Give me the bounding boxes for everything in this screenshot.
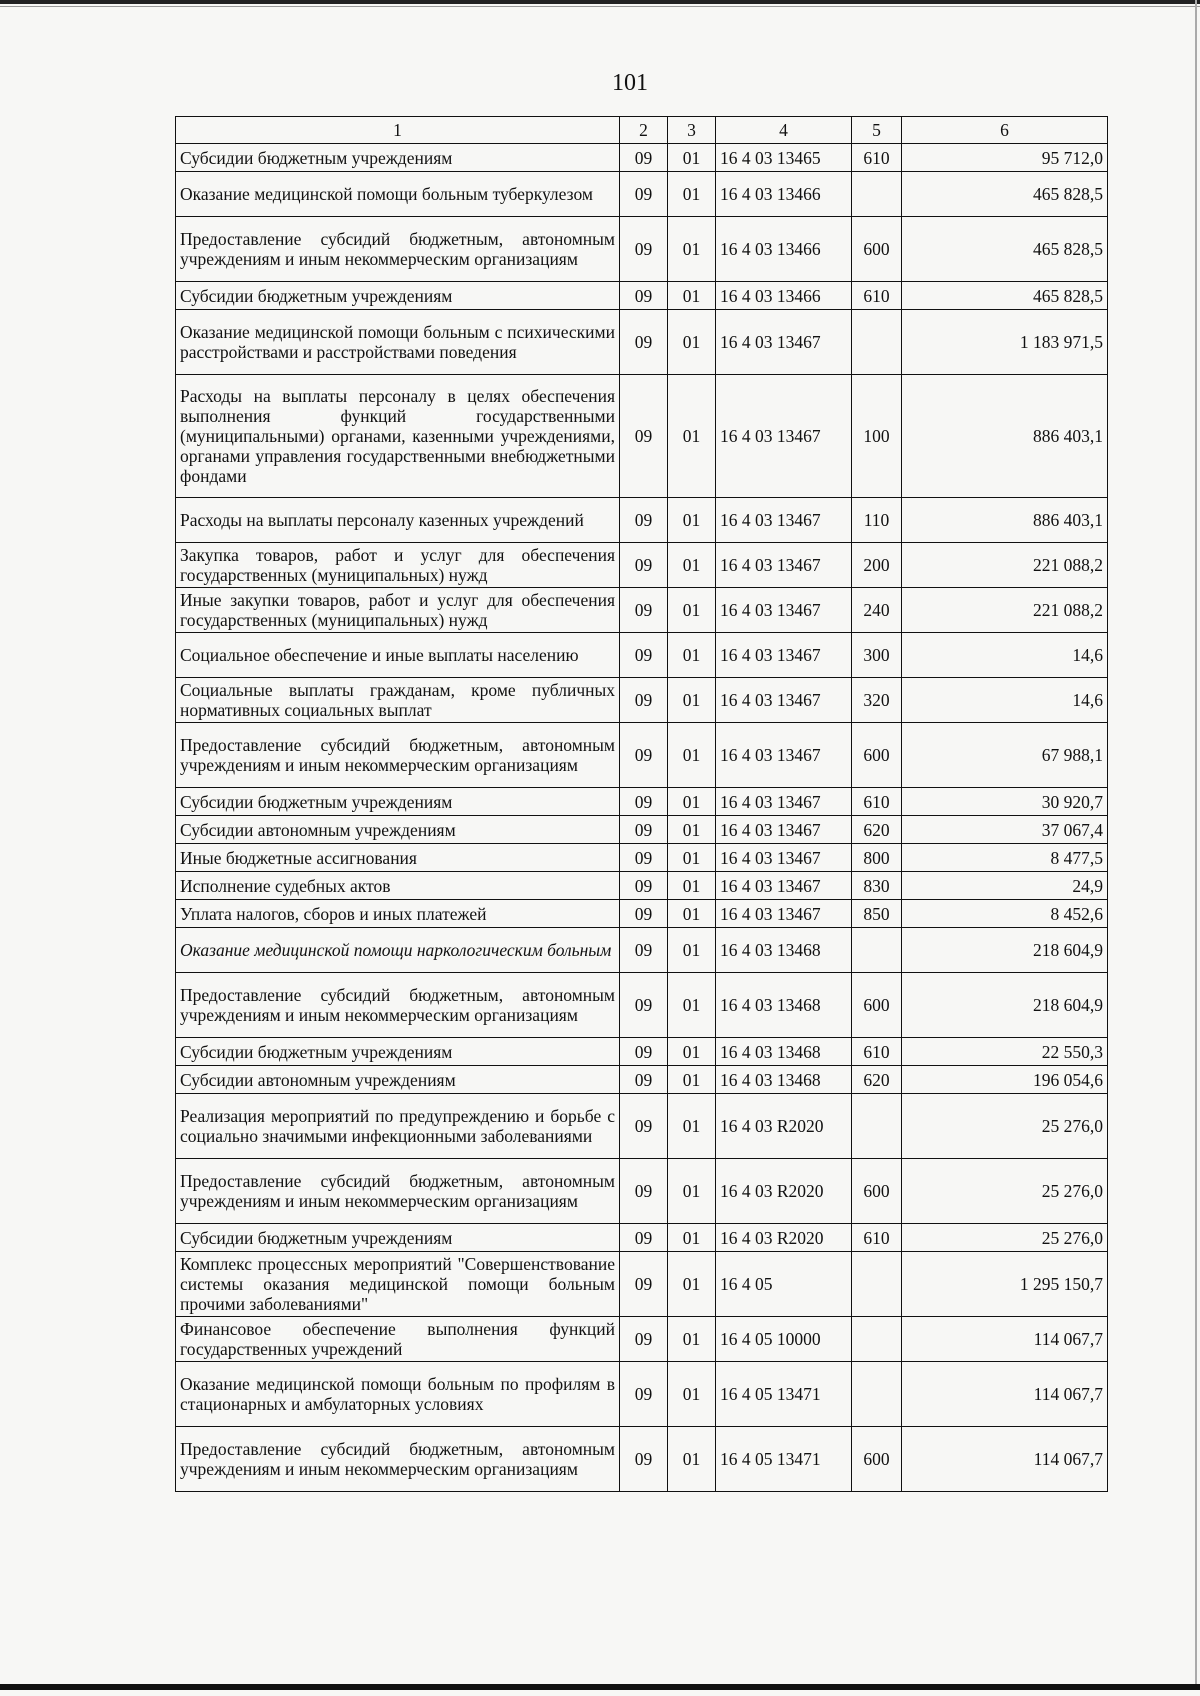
row-amount-cell: 114 067,7 [902, 1317, 1108, 1362]
row-name-cell: Субсидии автономным учреждениям [176, 816, 620, 844]
row-expense-type-cell [852, 1094, 902, 1159]
scan-top-edge-line [0, 6, 1200, 7]
row-name-cell: Субсидии бюджетным учреждениям [176, 144, 620, 172]
table-body [176, 144, 1108, 1492]
row-subsection-cell: 01 [668, 1224, 716, 1252]
row-expense-type-cell: 200 [852, 543, 902, 588]
row-expense-type-cell [852, 1362, 902, 1427]
row-name-cell: Субсидии бюджетным учреждениям [176, 1224, 620, 1252]
row-expense-type-cell: 600 [852, 217, 902, 282]
budget-table [175, 116, 1108, 1492]
row-section-cell: 09 [620, 928, 668, 973]
table-row [176, 543, 1108, 588]
table-row [176, 1094, 1108, 1159]
row-name-cell: Предоставление субсидий бюджетным, автономным учреждениям и иным некоммерческим организациям [176, 217, 620, 282]
row-subsection-cell: 01 [668, 1362, 716, 1427]
row-expense-type-cell [852, 310, 902, 375]
table-row [176, 678, 1108, 723]
row-section-cell: 09 [620, 543, 668, 588]
row-target-code-cell: 16 4 03 R2020 [716, 1094, 852, 1159]
row-amount-cell: 221 088,2 [902, 588, 1108, 633]
row-name-cell: Субсидии бюджетным учреждениям [176, 788, 620, 816]
table-row [176, 1317, 1108, 1362]
row-subsection-cell: 01 [668, 1252, 716, 1317]
row-target-code-cell: 16 4 03 13468 [716, 928, 852, 973]
table-row [176, 900, 1108, 928]
row-name-cell: Финансовое обеспечение выполнения функций государственных учреждений [176, 1317, 620, 1362]
row-expense-type-cell: 110 [852, 498, 902, 543]
row-expense-type-cell: 620 [852, 1066, 902, 1094]
table-row [176, 1427, 1108, 1492]
row-amount-cell: 1 183 971,5 [902, 310, 1108, 375]
row-expense-type-cell: 100 [852, 375, 902, 498]
row-target-code-cell: 16 4 03 13466 [716, 282, 852, 310]
row-section-cell: 09 [620, 1224, 668, 1252]
table-row [176, 788, 1108, 816]
row-section-cell: 09 [620, 973, 668, 1038]
header-col-6: 6 [902, 117, 1108, 144]
row-subsection-cell: 01 [668, 1159, 716, 1224]
row-target-code-cell: 16 4 03 13466 [716, 217, 852, 282]
row-subsection-cell: 01 [668, 310, 716, 375]
row-target-code-cell: 16 4 03 13466 [716, 172, 852, 217]
row-name-cell: Иные бюджетные ассигнования [176, 844, 620, 872]
table-row [176, 633, 1108, 678]
row-subsection-cell: 01 [668, 1094, 716, 1159]
row-subsection-cell: 01 [668, 144, 716, 172]
row-target-code-cell: 16 4 03 13467 [716, 678, 852, 723]
row-expense-type-cell: 610 [852, 1224, 902, 1252]
row-expense-type-cell: 800 [852, 844, 902, 872]
row-amount-cell: 221 088,2 [902, 543, 1108, 588]
table-row [176, 723, 1108, 788]
table-row [176, 1159, 1108, 1224]
row-amount-cell: 465 828,5 [902, 217, 1108, 282]
row-name-cell: Субсидии бюджетным учреждениям [176, 1038, 620, 1066]
row-subsection-cell: 01 [668, 723, 716, 788]
row-expense-type-cell: 300 [852, 633, 902, 678]
row-name-cell: Расходы на выплаты персоналу в целях обеспечения выполнения функций государственными (муниципальными) органами, казенными учреждениями, органами управления государственными внебюджетными фондами [176, 375, 620, 498]
row-amount-cell: 218 604,9 [902, 973, 1108, 1038]
table-row [176, 1252, 1108, 1317]
row-name-cell: Социальное обеспечение и иные выплаты населению [176, 633, 620, 678]
row-expense-type-cell [852, 1252, 902, 1317]
row-section-cell: 09 [620, 1066, 668, 1094]
row-section-cell: 09 [620, 282, 668, 310]
row-section-cell: 09 [620, 872, 668, 900]
row-expense-type-cell: 240 [852, 588, 902, 633]
row-name-cell: Социальные выплаты гражданам, кроме публичных нормативных социальных выплат [176, 678, 620, 723]
row-section-cell: 09 [620, 723, 668, 788]
row-section-cell: 09 [620, 678, 668, 723]
row-target-code-cell: 16 4 05 [716, 1252, 852, 1317]
row-expense-type-cell: 610 [852, 282, 902, 310]
row-section-cell: 09 [620, 1159, 668, 1224]
table-row [176, 282, 1108, 310]
row-expense-type-cell: 610 [852, 144, 902, 172]
row-subsection-cell: 01 [668, 375, 716, 498]
row-subsection-cell: 01 [668, 678, 716, 723]
row-subsection-cell: 01 [668, 1038, 716, 1066]
row-target-code-cell: 16 4 03 13467 [716, 543, 852, 588]
row-name-cell: Уплата налогов, сборов и иных платежей [176, 900, 620, 928]
header-col-1: 1 [176, 117, 620, 144]
row-section-cell: 09 [620, 588, 668, 633]
row-subsection-cell: 01 [668, 872, 716, 900]
row-subsection-cell: 01 [668, 816, 716, 844]
row-amount-cell: 886 403,1 [902, 375, 1108, 498]
row-expense-type-cell: 610 [852, 788, 902, 816]
table-row [176, 172, 1108, 217]
row-name-cell: Субсидии автономным учреждениям [176, 1066, 620, 1094]
table-row [176, 1362, 1108, 1427]
row-section-cell: 09 [620, 1094, 668, 1159]
row-section-cell: 09 [620, 310, 668, 375]
row-amount-cell: 14,6 [902, 678, 1108, 723]
table-row [176, 872, 1108, 900]
row-amount-cell: 114 067,7 [902, 1427, 1108, 1492]
row-target-code-cell: 16 4 03 13467 [716, 633, 852, 678]
header-col-2: 2 [620, 117, 668, 144]
row-amount-cell: 30 920,7 [902, 788, 1108, 816]
row-name-cell: Предоставление субсидий бюджетным, автономным учреждениям и иным некоммерческим организациям [176, 1159, 620, 1224]
row-subsection-cell: 01 [668, 973, 716, 1038]
row-target-code-cell: 16 4 03 R2020 [716, 1159, 852, 1224]
row-section-cell: 09 [620, 1427, 668, 1492]
row-amount-cell: 465 828,5 [902, 282, 1108, 310]
row-target-code-cell: 16 4 03 13467 [716, 844, 852, 872]
row-subsection-cell: 01 [668, 498, 716, 543]
row-target-code-cell: 16 4 03 13468 [716, 1066, 852, 1094]
row-expense-type-cell: 600 [852, 723, 902, 788]
row-name-cell: Субсидии бюджетным учреждениям [176, 282, 620, 310]
row-section-cell: 09 [620, 1038, 668, 1066]
row-name-cell: Оказание медицинской помощи наркологическим больным [176, 928, 620, 973]
row-name-cell: Оказание медицинской помощи больным с психическими расстройствами и расстройствами поведения [176, 310, 620, 375]
row-expense-type-cell: 320 [852, 678, 902, 723]
table-row [176, 1224, 1108, 1252]
scan-bottom-edge [0, 1684, 1200, 1690]
row-amount-cell: 24,9 [902, 872, 1108, 900]
row-amount-cell: 8 477,5 [902, 844, 1108, 872]
row-target-code-cell: 16 4 05 13471 [716, 1362, 852, 1427]
row-section-cell: 09 [620, 633, 668, 678]
row-amount-cell: 37 067,4 [902, 816, 1108, 844]
row-expense-type-cell: 600 [852, 973, 902, 1038]
row-target-code-cell: 16 4 03 13467 [716, 375, 852, 498]
row-section-cell: 09 [620, 1362, 668, 1427]
row-subsection-cell: 01 [668, 1317, 716, 1362]
table-row [176, 928, 1108, 973]
row-subsection-cell: 01 [668, 1066, 716, 1094]
row-name-cell: Исполнение судебных актов [176, 872, 620, 900]
row-subsection-cell: 01 [668, 788, 716, 816]
row-subsection-cell: 01 [668, 633, 716, 678]
row-amount-cell: 22 550,3 [902, 1038, 1108, 1066]
row-target-code-cell: 16 4 03 13467 [716, 588, 852, 633]
table-header-row [176, 117, 1108, 144]
row-section-cell: 09 [620, 844, 668, 872]
header-col-5: 5 [852, 117, 902, 144]
row-amount-cell: 67 988,1 [902, 723, 1108, 788]
row-expense-type-cell: 600 [852, 1159, 902, 1224]
row-name-cell: Расходы на выплаты персоналу казенных учреждений [176, 498, 620, 543]
table-row [176, 816, 1108, 844]
row-target-code-cell: 16 4 03 13468 [716, 973, 852, 1038]
row-subsection-cell: 01 [668, 217, 716, 282]
row-amount-cell: 25 276,0 [902, 1094, 1108, 1159]
row-section-cell: 09 [620, 172, 668, 217]
row-name-cell: Реализация мероприятий по предупреждению и борьбе с социально значимыми инфекционными заболеваниями [176, 1094, 620, 1159]
row-amount-cell: 8 452,6 [902, 900, 1108, 928]
row-amount-cell: 1 295 150,7 [902, 1252, 1108, 1317]
header-col-3: 3 [668, 117, 716, 144]
row-target-code-cell: 16 4 03 13467 [716, 788, 852, 816]
row-section-cell: 09 [620, 144, 668, 172]
row-target-code-cell: 16 4 03 13467 [716, 310, 852, 375]
row-expense-type-cell: 830 [852, 872, 902, 900]
row-section-cell: 09 [620, 375, 668, 498]
row-subsection-cell: 01 [668, 282, 716, 310]
row-amount-cell: 465 828,5 [902, 172, 1108, 217]
row-subsection-cell: 01 [668, 543, 716, 588]
row-target-code-cell: 16 4 03 13467 [716, 498, 852, 543]
row-target-code-cell: 16 4 05 10000 [716, 1317, 852, 1362]
row-amount-cell: 14,6 [902, 633, 1108, 678]
row-name-cell: Предоставление субсидий бюджетным, автономным учреждениям и иным некоммерческим организациям [176, 973, 620, 1038]
row-subsection-cell: 01 [668, 588, 716, 633]
row-amount-cell: 95 712,0 [902, 144, 1108, 172]
row-target-code-cell: 16 4 03 13467 [716, 900, 852, 928]
row-target-code-cell: 16 4 03 13465 [716, 144, 852, 172]
row-target-code-cell: 16 4 03 13467 [716, 872, 852, 900]
row-subsection-cell: 01 [668, 1427, 716, 1492]
table-row [176, 498, 1108, 543]
row-target-code-cell: 16 4 03 13467 [716, 816, 852, 844]
row-subsection-cell: 01 [668, 900, 716, 928]
table-row [176, 973, 1108, 1038]
row-section-cell: 09 [620, 816, 668, 844]
row-name-cell: Иные закупки товаров, работ и услуг для обеспечения государственных (муниципальных) нужд [176, 588, 620, 633]
table-row [176, 844, 1108, 872]
row-name-cell: Комплекс процессных мероприятий "Совершенствование системы оказания медицинской помощи больным прочими заболеваниями" [176, 1252, 620, 1317]
row-name-cell: Предоставление субсидий бюджетным, автономным учреждениям и иным некоммерческим организациям [176, 723, 620, 788]
row-subsection-cell: 01 [668, 844, 716, 872]
row-expense-type-cell [852, 172, 902, 217]
row-amount-cell: 25 276,0 [902, 1159, 1108, 1224]
row-expense-type-cell: 600 [852, 1427, 902, 1492]
row-section-cell: 09 [620, 788, 668, 816]
table-row [176, 217, 1108, 282]
row-section-cell: 09 [620, 900, 668, 928]
row-name-cell: Предоставление субсидий бюджетным, автономным учреждениям и иным некоммерческим организациям [176, 1427, 620, 1492]
row-subsection-cell: 01 [668, 172, 716, 217]
row-name-cell: Оказание медицинской помощи больным по профилям в стационарных и амбулаторных условиях [176, 1362, 620, 1427]
row-subsection-cell: 01 [668, 928, 716, 973]
table-row [176, 1038, 1108, 1066]
row-section-cell: 09 [620, 1317, 668, 1362]
row-target-code-cell: 16 4 03 13468 [716, 1038, 852, 1066]
header-col-4: 4 [716, 117, 852, 144]
row-amount-cell: 218 604,9 [902, 928, 1108, 973]
row-target-code-cell: 16 4 03 R2020 [716, 1224, 852, 1252]
row-target-code-cell: 16 4 03 13467 [716, 723, 852, 788]
row-section-cell: 09 [620, 1252, 668, 1317]
row-section-cell: 09 [620, 498, 668, 543]
row-name-cell: Закупка товаров, работ и услуг для обеспечения государственных (муниципальных) нужд [176, 543, 620, 588]
row-expense-type-cell [852, 928, 902, 973]
table-row [176, 310, 1108, 375]
row-amount-cell: 25 276,0 [902, 1224, 1108, 1252]
row-amount-cell: 886 403,1 [902, 498, 1108, 543]
row-amount-cell: 114 067,7 [902, 1362, 1108, 1427]
scan-right-edge [1195, 0, 1197, 1690]
row-expense-type-cell: 850 [852, 900, 902, 928]
row-name-cell: Оказание медицинской помощи больным туберкулезом [176, 172, 620, 217]
row-expense-type-cell: 610 [852, 1038, 902, 1066]
table-row [176, 588, 1108, 633]
table-row [176, 1066, 1108, 1094]
page-number: 101 [612, 70, 648, 96]
row-amount-cell: 196 054,6 [902, 1066, 1108, 1094]
row-section-cell: 09 [620, 217, 668, 282]
scan-top-edge [0, 0, 1200, 4]
table-row [176, 375, 1108, 498]
table-row [176, 144, 1108, 172]
row-expense-type-cell: 620 [852, 816, 902, 844]
row-expense-type-cell [852, 1317, 902, 1362]
row-target-code-cell: 16 4 05 13471 [716, 1427, 852, 1492]
